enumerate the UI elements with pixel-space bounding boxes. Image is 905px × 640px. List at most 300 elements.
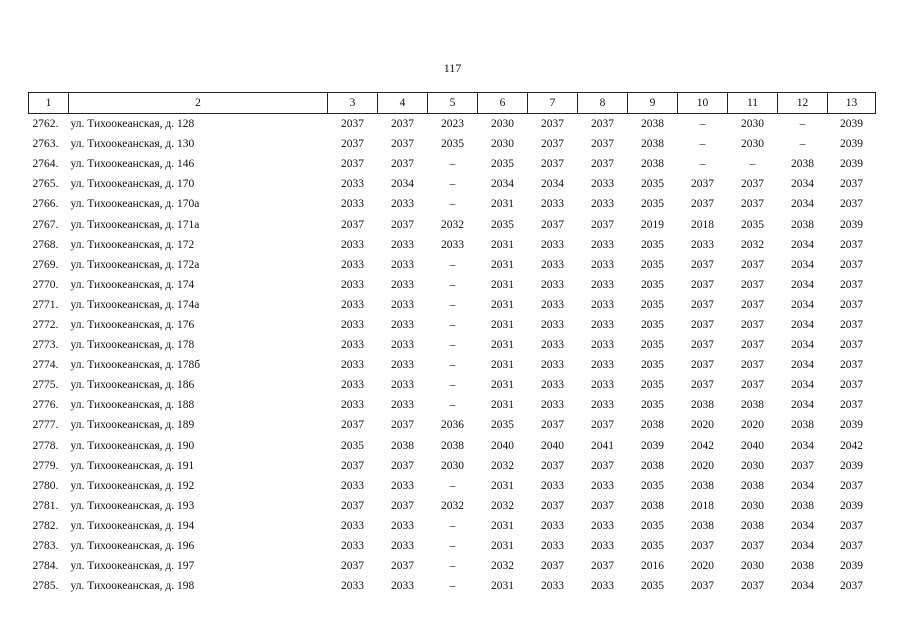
year-cell-col-13: 2037 [840, 198, 863, 211]
year-cell-col-9: 2035 [641, 258, 664, 271]
year-cell-col-4: 2033 [391, 479, 414, 492]
year-cell-col-9: 2035 [641, 359, 664, 372]
year-cell-col-11: 2037 [741, 379, 764, 392]
year-cell-col-7: 2037 [541, 499, 564, 512]
year-cell-col-13: 2037 [840, 339, 863, 352]
row-number-cell: 2771. [32, 298, 59, 311]
year-cell-col-4: 2037 [391, 158, 414, 171]
column-header-12: 12 [778, 93, 828, 114]
year-cell-col-5: – [449, 560, 456, 573]
year-cell-col-7: 2033 [541, 359, 564, 372]
year-cell-col-8: 2037 [591, 118, 614, 131]
address-cell: ул. Тихоокеанская, д. 146 [70, 158, 195, 171]
row-number-cell: 2785. [32, 580, 59, 593]
row-number-cell: 2764. [32, 158, 59, 171]
year-cell-col-10: 2020 [691, 560, 714, 573]
year-cell-col-8: 2037 [591, 419, 614, 432]
year-cell-col-8: 2037 [591, 560, 614, 573]
year-cell-col-11: 2030 [741, 499, 764, 512]
table-row [29, 516, 876, 536]
year-cell-col-10: 2038 [691, 399, 714, 412]
row-number-cell: 2772. [32, 318, 59, 331]
year-cell-col-5: – [449, 278, 456, 291]
year-cell-col-3: 2033 [341, 379, 364, 392]
row-number-cell: 2776. [32, 399, 59, 412]
row-number-cell: 2778. [32, 439, 59, 452]
table-row [29, 476, 876, 496]
year-cell-col-11: 2037 [741, 278, 764, 291]
year-cell-col-4: 2037 [391, 560, 414, 573]
column-header-7: 7 [528, 93, 578, 114]
year-cell-col-12: 2034 [791, 258, 814, 271]
year-cell-col-11: 2037 [741, 298, 764, 311]
year-cell-col-11: 2040 [741, 439, 764, 452]
year-cell-col-12: 2038 [791, 560, 814, 573]
address-cell: ул. Тихоокеанская, д. 170а [70, 198, 200, 211]
year-cell-col-10: 2042 [691, 439, 714, 452]
year-cell-col-6: 2031 [491, 379, 514, 392]
year-cell-col-11: 2037 [741, 540, 764, 553]
address-cell: ул. Тихоокеанская, д. 170 [70, 178, 195, 191]
year-cell-col-9: 2035 [641, 479, 664, 492]
year-cell-col-6: 2031 [491, 479, 514, 492]
year-cell-col-12: 2034 [791, 359, 814, 372]
year-cell-col-5: 2038 [441, 439, 464, 452]
year-cell-col-3: 2033 [341, 278, 364, 291]
year-cell-col-6: 2040 [491, 439, 514, 452]
year-cell-col-13: 2037 [840, 238, 863, 251]
year-cell-col-6: 2035 [491, 419, 514, 432]
year-cell-col-9: 2035 [641, 540, 664, 553]
year-cell-col-4: 2033 [391, 278, 414, 291]
year-cell-col-6: 2032 [491, 459, 514, 472]
address-cell: ул. Тихоокеанская, д. 172а [70, 258, 200, 271]
year-cell-col-7: 2033 [541, 238, 564, 251]
column-header-5: 5 [428, 93, 478, 114]
year-cell-col-11: 2037 [741, 580, 764, 593]
year-cell-col-4: 2033 [391, 198, 414, 211]
year-cell-col-6: 2035 [491, 218, 514, 231]
year-cell-col-10: 2037 [691, 359, 714, 372]
year-cell-col-6: 2032 [491, 499, 514, 512]
row-number-cell: 2777. [32, 419, 59, 432]
year-cell-col-3: 2033 [341, 318, 364, 331]
year-cell-col-11: 2038 [741, 519, 764, 532]
address-cell: ул. Тихоокеанская, д. 192 [70, 479, 195, 492]
year-cell-col-5: 2030 [441, 459, 464, 472]
year-cell-col-11: 2037 [741, 359, 764, 372]
year-cell-col-5: 2036 [441, 419, 464, 432]
year-cell-col-6: 2031 [491, 278, 514, 291]
year-cell-col-8: 2033 [591, 178, 614, 191]
year-cell-col-5: – [449, 158, 456, 171]
year-cell-col-7: 2037 [541, 138, 564, 151]
year-cell-col-11: 2038 [741, 399, 764, 412]
year-cell-col-10: 2038 [691, 519, 714, 532]
table-header [29, 93, 876, 114]
year-cell-col-3: 2037 [341, 218, 364, 231]
address-cell: ул. Тихоокеанская, д. 197 [70, 560, 195, 573]
year-cell-col-5: – [449, 339, 456, 352]
year-cell-col-4: 2033 [391, 379, 414, 392]
year-cell-col-12: 2034 [791, 479, 814, 492]
year-cell-col-5: 2033 [441, 238, 464, 251]
address-cell: ул. Тихоокеанская, д. 188 [70, 399, 195, 412]
year-cell-col-9: 2038 [641, 158, 664, 171]
year-cell-col-7: 2033 [541, 379, 564, 392]
year-cell-col-13: 2042 [840, 439, 863, 452]
year-cell-col-8: 2037 [591, 158, 614, 171]
year-cell-col-13: 2037 [840, 379, 863, 392]
year-cell-col-13: 2037 [840, 278, 863, 291]
year-cell-col-5: – [449, 580, 456, 593]
year-cell-col-12: 2034 [791, 439, 814, 452]
table-row [29, 355, 876, 375]
year-cell-col-10: 2037 [691, 580, 714, 593]
year-cell-col-13: 2039 [840, 499, 863, 512]
year-cell-col-4: 2033 [391, 318, 414, 331]
year-cell-col-4: 2033 [391, 339, 414, 352]
table-row [29, 496, 876, 516]
year-cell-col-11: 2030 [741, 138, 764, 151]
year-cell-col-9: 2035 [641, 238, 664, 251]
year-cell-col-11: 2020 [741, 419, 764, 432]
table-row [29, 295, 876, 315]
year-cell-col-8: 2033 [591, 238, 614, 251]
year-cell-col-4: 2033 [391, 540, 414, 553]
year-cell-col-3: 2037 [341, 138, 364, 151]
year-cell-col-8: 2033 [591, 519, 614, 532]
year-cell-col-3: 2033 [341, 198, 364, 211]
year-cell-col-4: 2037 [391, 459, 414, 472]
year-cell-col-13: 2037 [840, 580, 863, 593]
address-cell: ул. Тихоокеанская, д. 174 [70, 278, 195, 291]
year-cell-col-5: – [449, 198, 456, 211]
year-cell-col-8: 2041 [591, 439, 614, 452]
year-cell-col-12: 2034 [791, 278, 814, 291]
year-cell-col-3: 2033 [341, 298, 364, 311]
year-cell-col-5: – [449, 359, 456, 372]
address-cell: ул. Тихоокеанская, д. 191 [70, 459, 195, 472]
year-cell-col-9: 2035 [641, 318, 664, 331]
year-cell-col-10: – [699, 118, 706, 131]
address-cell: ул. Тихоокеанская, д. 128 [70, 118, 195, 131]
address-cell: ул. Тихоокеанская, д. 190 [70, 439, 195, 452]
address-cell: ул. Тихоокеанская, д. 178б [70, 359, 201, 372]
row-number-cell: 2770. [32, 278, 59, 291]
year-cell-col-3: 2033 [341, 359, 364, 372]
table-row [29, 395, 876, 415]
year-cell-col-6: 2032 [491, 560, 514, 573]
year-cell-col-5: 2035 [441, 138, 464, 151]
year-cell-col-9: 2019 [641, 218, 664, 231]
year-cell-col-9: 2035 [641, 580, 664, 593]
year-cell-col-4: 2037 [391, 499, 414, 512]
year-cell-col-6: 2031 [491, 238, 514, 251]
year-cell-col-4: 2033 [391, 298, 414, 311]
row-number-cell: 2781. [32, 499, 59, 512]
year-cell-col-11: 2037 [741, 198, 764, 211]
year-cell-col-11: 2030 [741, 560, 764, 573]
table-row [29, 415, 876, 435]
year-cell-col-9: 2035 [641, 298, 664, 311]
row-number-cell: 2769. [32, 258, 59, 271]
year-cell-col-13: 2037 [840, 298, 863, 311]
year-cell-col-3: 2035 [341, 439, 364, 452]
year-cell-col-8: 2033 [591, 298, 614, 311]
year-cell-col-6: 2031 [491, 519, 514, 532]
year-cell-col-7: 2033 [541, 479, 564, 492]
year-cell-col-10: 2018 [691, 218, 714, 231]
year-cell-col-8: 2033 [591, 379, 614, 392]
year-cell-col-8: 2033 [591, 339, 614, 352]
year-cell-col-10: 2037 [691, 258, 714, 271]
year-cell-col-9: 2035 [641, 519, 664, 532]
year-cell-col-9: 2035 [641, 198, 664, 211]
address-cell: ул. Тихоокеанская, д. 130 [70, 138, 195, 151]
year-cell-col-6: 2030 [491, 138, 514, 151]
year-cell-col-3: 2033 [341, 178, 364, 191]
year-cell-col-3: 2033 [341, 399, 364, 412]
year-cell-col-6: 2031 [491, 298, 514, 311]
column-header-13: 13 [828, 93, 876, 114]
year-cell-col-7: 2033 [541, 318, 564, 331]
year-cell-col-4: 2037 [391, 419, 414, 432]
table-body [29, 114, 876, 597]
year-cell-col-8: 2033 [591, 540, 614, 553]
year-cell-col-13: 2037 [840, 359, 863, 372]
year-cell-col-6: 2031 [491, 339, 514, 352]
year-cell-col-7: 2034 [541, 178, 564, 191]
year-cell-col-11: 2032 [741, 238, 764, 251]
year-cell-col-11: 2037 [741, 339, 764, 352]
year-cell-col-7: 2033 [541, 519, 564, 532]
year-cell-col-13: 2039 [840, 138, 863, 151]
year-cell-col-13: 2039 [840, 459, 863, 472]
table-row [29, 275, 876, 295]
year-cell-col-10: 2018 [691, 499, 714, 512]
row-number-cell: 2775. [32, 379, 59, 392]
year-cell-col-8: 2037 [591, 138, 614, 151]
address-cell: ул. Тихоокеанская, д. 172 [70, 238, 195, 251]
year-cell-col-4: 2038 [391, 439, 414, 452]
year-cell-col-6: 2031 [491, 359, 514, 372]
year-cell-col-6: 2034 [491, 178, 514, 191]
row-number-cell: 2780. [32, 479, 59, 492]
year-cell-col-6: 2035 [491, 158, 514, 171]
year-cell-col-12: 2034 [791, 238, 814, 251]
year-cell-col-7: 2037 [541, 158, 564, 171]
year-cell-col-4: 2033 [391, 359, 414, 372]
row-number-cell: 2765. [32, 178, 59, 191]
table-row [29, 375, 876, 395]
year-cell-col-10: 2037 [691, 298, 714, 311]
year-cell-col-8: 2033 [591, 479, 614, 492]
year-cell-col-7: 2040 [541, 439, 564, 452]
year-cell-col-5: 2032 [441, 218, 464, 231]
year-cell-col-5: – [449, 540, 456, 553]
year-cell-col-4: 2037 [391, 118, 414, 131]
row-number-cell: 2774. [32, 359, 59, 372]
year-cell-col-13: 2039 [840, 118, 863, 131]
year-cell-col-7: 2037 [541, 118, 564, 131]
year-cell-col-10: – [699, 138, 706, 151]
year-cell-col-13: 2039 [840, 218, 863, 231]
year-cell-col-3: 2033 [341, 238, 364, 251]
year-cell-col-5: – [449, 379, 456, 392]
year-cell-col-9: 2038 [641, 419, 664, 432]
year-cell-col-5: – [449, 258, 456, 271]
year-cell-col-3: 2037 [341, 560, 364, 573]
year-cell-col-10: 2037 [691, 540, 714, 553]
year-cell-col-13: 2037 [840, 318, 863, 331]
year-cell-col-13: 2037 [840, 258, 863, 271]
year-cell-col-9: 2035 [641, 178, 664, 191]
year-cell-col-13: 2039 [840, 158, 863, 171]
column-header-3: 3 [328, 93, 378, 114]
year-cell-col-8: 2033 [591, 278, 614, 291]
row-number-cell: 2766. [32, 198, 59, 211]
year-cell-col-10: 2037 [691, 278, 714, 291]
year-cell-col-8: 2037 [591, 459, 614, 472]
column-header-11: 11 [728, 93, 778, 114]
year-cell-col-7: 2037 [541, 419, 564, 432]
address-cell: ул. Тихоокеанская, д. 194 [70, 519, 195, 532]
year-cell-col-8: 2033 [591, 399, 614, 412]
year-cell-col-4: 2033 [391, 519, 414, 532]
year-cell-col-4: 2033 [391, 399, 414, 412]
year-cell-col-12: 2038 [791, 218, 814, 231]
row-number-cell: 2779. [32, 459, 59, 472]
year-cell-col-4: 2037 [391, 138, 414, 151]
housing-repair-schedule-table [28, 92, 876, 596]
year-cell-col-11: 2037 [741, 178, 764, 191]
year-cell-col-12: 2034 [791, 178, 814, 191]
table-row [29, 315, 876, 335]
address-cell: ул. Тихоокеанская, д. 189 [70, 419, 195, 432]
table-row [29, 335, 876, 355]
year-cell-col-5: – [449, 519, 456, 532]
year-cell-col-13: 2037 [840, 399, 863, 412]
year-cell-col-3: 2033 [341, 580, 364, 593]
row-number-cell: 2782. [32, 519, 59, 532]
year-cell-col-9: 2035 [641, 379, 664, 392]
year-cell-col-12: 2038 [791, 419, 814, 432]
year-cell-col-3: 2033 [341, 479, 364, 492]
year-cell-col-11: 2037 [741, 318, 764, 331]
year-cell-col-7: 2037 [541, 459, 564, 472]
year-cell-col-3: 2033 [341, 519, 364, 532]
year-cell-col-8: 2033 [591, 580, 614, 593]
table-row [29, 194, 876, 214]
year-cell-col-10: – [699, 158, 706, 171]
year-cell-col-5: 2032 [441, 499, 464, 512]
year-cell-col-13: 2037 [840, 178, 863, 191]
year-cell-col-10: 2037 [691, 339, 714, 352]
year-cell-col-4: 2033 [391, 238, 414, 251]
year-cell-col-7: 2033 [541, 339, 564, 352]
year-cell-col-8: 2037 [591, 499, 614, 512]
column-header-8: 8 [578, 93, 628, 114]
year-cell-col-3: 2037 [341, 118, 364, 131]
year-cell-col-9: 2035 [641, 339, 664, 352]
year-cell-col-9: 2038 [641, 118, 664, 131]
row-number-cell: 2783. [32, 540, 59, 553]
table-row [29, 436, 876, 456]
column-header-6: 6 [478, 93, 528, 114]
address-cell: ул. Тихоокеанская, д. 186 [70, 379, 195, 392]
year-cell-col-12: 2034 [791, 540, 814, 553]
row-number-cell: 2763. [32, 138, 59, 151]
year-cell-col-7: 2033 [541, 258, 564, 271]
year-cell-col-10: 2020 [691, 419, 714, 432]
year-cell-col-5: 2023 [441, 118, 464, 131]
row-number-cell: 2784. [32, 560, 59, 573]
year-cell-col-5: – [449, 298, 456, 311]
table-row [29, 134, 876, 154]
year-cell-col-12: 2038 [791, 499, 814, 512]
header-row [29, 93, 876, 114]
year-cell-col-12: 2034 [791, 298, 814, 311]
year-cell-col-9: 2035 [641, 399, 664, 412]
year-cell-col-9: 2016 [641, 560, 664, 573]
year-cell-col-12: 2034 [791, 379, 814, 392]
address-cell: ул. Тихоокеанская, д. 178 [70, 339, 195, 352]
table-row [29, 556, 876, 576]
year-cell-col-9: 2038 [641, 138, 664, 151]
year-cell-col-12: – [799, 138, 806, 151]
year-cell-col-12: 2034 [791, 399, 814, 412]
address-cell: ул. Тихоокеанская, д. 198 [70, 580, 195, 593]
year-cell-col-7: 2033 [541, 540, 564, 553]
year-cell-col-13: 2039 [840, 560, 863, 573]
year-cell-col-3: 2037 [341, 499, 364, 512]
year-cell-col-6: 2031 [491, 258, 514, 271]
column-header-9: 9 [628, 93, 678, 114]
year-cell-col-7: 2033 [541, 580, 564, 593]
year-cell-col-3: 2033 [341, 339, 364, 352]
year-cell-col-10: 2037 [691, 198, 714, 211]
year-cell-col-8: 2033 [591, 258, 614, 271]
year-cell-col-13: 2039 [840, 419, 863, 432]
table-row [29, 235, 876, 255]
year-cell-col-12: 2034 [791, 318, 814, 331]
address-cell: ул. Тихоокеанская, д. 196 [70, 540, 195, 553]
year-cell-col-11: – [749, 158, 756, 171]
year-cell-col-3: 2033 [341, 540, 364, 553]
table-row [29, 174, 876, 194]
year-cell-col-5: – [449, 318, 456, 331]
year-cell-col-12: 2034 [791, 519, 814, 532]
year-cell-col-8: 2033 [591, 359, 614, 372]
year-cell-col-11: 2038 [741, 479, 764, 492]
year-cell-col-12: 2037 [791, 459, 814, 472]
year-cell-col-3: 2037 [341, 158, 364, 171]
year-cell-col-4: 2033 [391, 258, 414, 271]
year-cell-col-13: 2037 [840, 479, 863, 492]
year-cell-col-13: 2037 [840, 519, 863, 532]
table-row [29, 576, 876, 596]
year-cell-col-6: 2031 [491, 540, 514, 553]
year-cell-col-12: – [799, 118, 806, 131]
year-cell-col-11: 2037 [741, 258, 764, 271]
year-cell-col-7: 2033 [541, 198, 564, 211]
year-cell-col-9: 2038 [641, 459, 664, 472]
page-number: 117 [443, 61, 462, 75]
year-cell-col-7: 2037 [541, 560, 564, 573]
year-cell-col-7: 2037 [541, 218, 564, 231]
table-row [29, 154, 876, 174]
